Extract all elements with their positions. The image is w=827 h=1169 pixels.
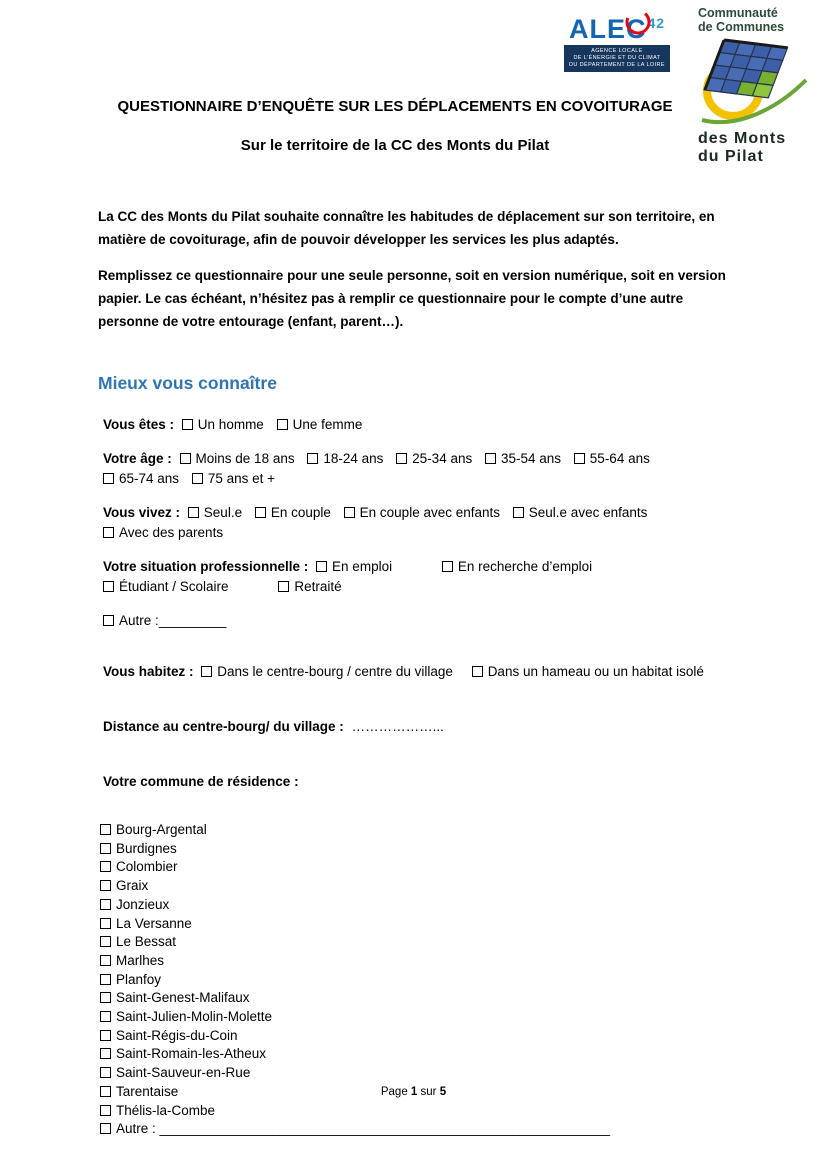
living-option [188,505,242,520]
checkbox[interactable] [442,561,453,572]
job-option [442,559,592,574]
ccmp-logo-topline: Communauté [698,6,778,20]
alec-tagline-line: AGENCE LOCALE [591,48,643,54]
gender-option-femme [277,417,363,432]
job-option [316,559,392,574]
commune-item [100,1027,742,1046]
option-label: Moins de 18 ans [195,451,295,466]
age-option [192,471,275,486]
commune-label: Saint-Régis-du-Coin [116,1027,238,1043]
option-label: Un homme [197,417,264,432]
commune-label: Saint-Sauveur-en-Rue [116,1065,251,1081]
commune-label: Burdignes [116,840,177,856]
age-option [103,471,179,486]
commune-item [100,915,742,934]
question-gender [98,415,742,435]
age-option [307,451,383,466]
commune-item [100,971,742,990]
document-title: QUESTIONNAIRE D’ENQUÊTE SUR LES DÉPLACEMENTS EN COVOITURAGE [117,98,673,115]
footer-word-page: Page [380,1086,408,1098]
habitat-option [201,664,453,679]
alec-logo-name: ALEC [568,14,647,44]
checkbox[interactable] [100,880,111,891]
checkbox[interactable] [100,1011,111,1022]
checkbox[interactable] [100,824,111,835]
living-option [513,505,648,520]
commune-label: Planfoy [116,971,162,987]
checkbox[interactable] [307,453,318,464]
commune-label: Saint-Julien-Molin-Molette [116,1009,273,1025]
commune-label: La Versanne [116,915,192,931]
checkbox[interactable] [103,581,114,592]
job-option-other [103,613,226,628]
commune-label: Marlhes [116,952,165,968]
checkbox[interactable] [100,918,111,929]
commune-label: Autre : ____________________________________________________________ [116,1121,611,1137]
commune-label: Colombier [116,859,178,875]
age-option [180,451,295,466]
checkbox[interactable] [100,1048,111,1059]
checkbox[interactable] [278,581,289,592]
intro-paragraph-1: La CC des Monts du Pilat souhaite connaître les habitudes de déplacement sur son territoire, en matière de covoiturage, afin de pouvoir développer les services les plus adaptés. [98,209,715,247]
checkbox[interactable] [100,974,111,985]
age-option [396,451,472,466]
question-label: Distance au centre-bourg/ du village : [103,719,344,734]
age-option [574,451,650,466]
alec-logo [564,8,670,72]
checkbox[interactable] [100,1067,111,1078]
checkbox[interactable] [103,527,114,538]
age-option [485,451,561,466]
checkbox[interactable] [100,992,111,1003]
checkbox[interactable] [182,419,193,430]
commune-item [100,952,742,971]
alec-logo-tagline [564,45,670,72]
question-job [98,557,742,597]
option-label: Avec des parents [119,525,224,540]
alec-logo-number: 42 [647,15,666,31]
living-option [344,505,500,520]
commune-label: Saint-Genest-Malifaux [116,990,250,1006]
checkbox[interactable] [100,899,111,910]
question-label: Votre âge : [103,451,172,466]
ccmp-logo-graphic [700,36,808,128]
checkbox[interactable] [180,453,191,464]
option-label: 75 ans et + [207,471,275,486]
commune-label: Le Bessat [116,934,177,950]
question-label: Vous vivez : [103,505,181,520]
checkbox[interactable] [201,666,212,677]
job-option [278,579,341,594]
document-subtitle: Sur le territoire de la CC des Monts du Pilat [240,137,550,154]
alec-logo-wordmark [564,8,670,44]
alec-tagline-line: DE L’ÉNERGIE ET DU CLIMAT [573,55,661,61]
question-label: Votre commune de résidence : [103,774,299,789]
commune-label: Tarentaise [116,1083,179,1099]
question-job-other [98,611,742,631]
commune-label: Thélis-la-Combe [116,1102,216,1118]
commune-label: Jonzieux [116,896,170,912]
checkbox[interactable] [344,507,355,518]
checkbox[interactable] [192,473,203,484]
intro-paragraphs [98,205,742,333]
option-label: Seul.e avec enfants [528,505,648,520]
option-label: 18-24 ans [323,451,384,466]
questions-block [98,415,742,1139]
option-label: En recherche d’emploi [457,559,593,574]
checkbox[interactable] [100,843,111,854]
checkbox[interactable] [277,419,288,430]
option-label: 25-34 ans [412,451,473,466]
commune-item [100,989,742,1008]
checkbox[interactable] [316,561,327,572]
gender-option-homme [182,417,264,432]
section-title: Mieux vous connaître [98,373,277,393]
question-age [98,449,742,489]
living-option [255,505,331,520]
checkbox[interactable] [100,861,111,872]
checkbox[interactable] [574,453,585,464]
checkbox[interactable] [485,453,496,464]
checkbox[interactable] [100,1123,111,1134]
commune-item [100,877,742,896]
commune-item [100,1045,742,1064]
commune-label: Graix [116,878,149,894]
commune-item [100,1102,742,1121]
commune-item [100,858,742,877]
checkbox[interactable] [472,666,483,677]
checkbox[interactable] [100,936,111,947]
commune-item [100,933,742,952]
checkbox[interactable] [103,473,114,484]
option-label: En couple [270,505,331,520]
question-distance [98,717,742,737]
footer-page-total: 5 [439,1086,447,1098]
option-label: 35-54 ans [500,451,562,466]
job-option [103,579,229,594]
checkbox[interactable] [100,1030,111,1041]
ccmp-logo-name-line: du Pilat [698,148,764,165]
option-label: Retraité [294,579,342,594]
ccmp-logo-topline: de Communes [698,20,785,34]
option-label: 55-64 ans [589,451,650,466]
option-label: Seul.e [203,505,243,520]
intro-paragraph-2: Remplissez ce questionnaire pour une seule personne, soit en version numérique, soit en version papier. Le cas échéant, n’hésitez pas à remplir ce questionnaire pour le compte d’une autre personne de votre entourage (enfant, parent…). [98,268,726,329]
footer-page-number: 1 [410,1086,418,1098]
question-commune [98,772,742,792]
footer-word-sur: sur [420,1086,437,1098]
commune-item [100,840,742,859]
commune-item [100,1008,742,1027]
commune-item [100,821,742,840]
question-label: Vous êtes : [103,417,175,432]
document-body [98,205,742,1139]
ccmp-logo-name-line: des Monts [698,130,787,147]
commune-item-other [100,1120,742,1139]
alec-tagline-line: DU DÉPARTEMENT DE LA LOIRE [569,62,665,68]
option-label: Autre :_________ [119,613,227,628]
checkbox[interactable] [100,955,111,966]
question-label: Vous habitez : [103,664,194,679]
checkbox[interactable] [188,507,199,518]
distance-answer-dots: ………………... [351,719,444,734]
option-label: Une femme [292,417,363,432]
checkbox[interactable] [100,1105,111,1116]
question-label: Votre situation professionnelle : [103,559,309,574]
option-label: 65-74 ans [119,471,180,486]
checkbox[interactable] [103,615,114,626]
living-option [103,525,223,540]
option-label: Dans un hameau ou un habitat isolé [487,664,704,679]
commune-item [100,896,742,915]
option-label: En emploi [332,559,393,574]
page-footer [0,1083,827,1099]
option-label: Étudiant / Scolaire [119,579,229,594]
checkbox[interactable] [396,453,407,464]
checkbox[interactable] [255,507,266,518]
option-label: En couple avec enfants [359,505,501,520]
checkbox[interactable] [513,507,524,518]
habitat-option [472,664,704,679]
commune-label: Saint-Romain-les-Atheux [116,1046,267,1062]
commune-label: Bourg-Argental [116,822,207,837]
question-living [98,503,742,543]
commune-item [100,1064,742,1083]
question-habitat [98,662,742,682]
option-label: Dans le centre-bourg / centre du village [217,664,453,679]
ccmp-logo [698,6,816,166]
